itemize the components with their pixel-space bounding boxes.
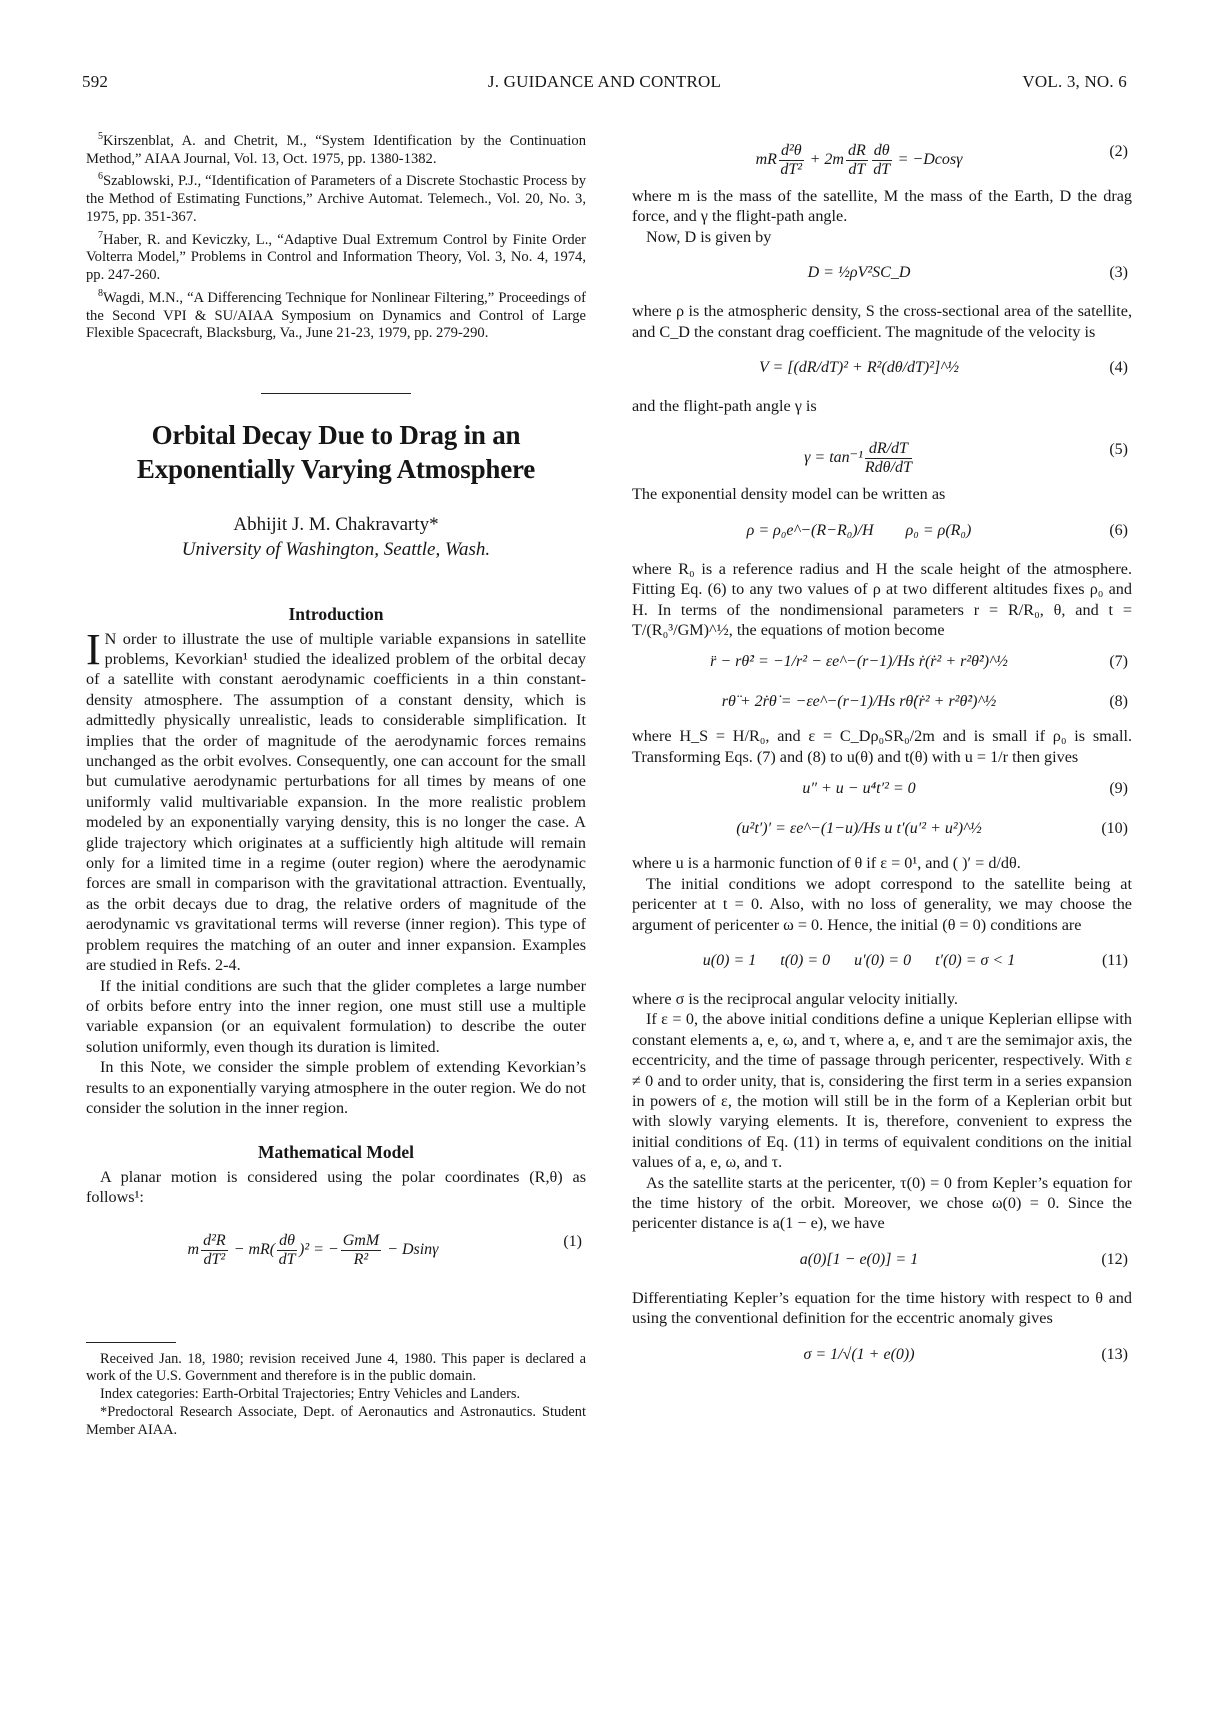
equation-6: ρ = ρ₀e^−(R−R₀)/H ρ₀ = ρ(R₀) (6) <box>746 521 1128 539</box>
reference-8: $^8$Wagdi, M.N., “A Differencing Technique for Nonlinear Filtering,” Proceedings of the Second VPI & SU/AIAA Symposium on Dynamics and Control of Large Flexible Spacecraft, Blacksburg, Va., June 21-23, 1979, pp. 279-290. <box>86 287 586 342</box>
paragraph-differentiating: Differentiating Kepler’s equation for the time history with respect to θ and using the conventional definition for the eccentric anomaly gives <box>632 1288 1132 1328</box>
left-column <box>86 128 586 1440</box>
equation-1: m $\frac{\text{d²R}}{\text{dT²}}$ − mR( $\frac{d\theta}{dT}$ )² = − $\frac{\text{GmM}}{\text{R²}}$ − Dsinγ (1) <box>187 1231 582 1268</box>
reference-7: $^7$Haber, R. and Keviczky, L., “Adaptive Dual Extremum Control by Finite Order Volterra Model,” Problems in Control and Information Theory, Vol. 3, No. 4, 1974, pp. 247-260. <box>86 229 586 284</box>
section-heading-model: Mathematical Model <box>258 1142 414 1163</box>
equation-13: σ = 1/√(1 + e(0)) (13) <box>803 1345 1128 1363</box>
journal-name: J. GUIDANCE AND CONTROL <box>487 72 722 91</box>
paragraph-flight-path: and the flight-path angle γ is <box>632 397 817 416</box>
running-header <box>82 72 1127 96</box>
paragraph-initial-conditions: The initial conditions we adopt correspond to the satellite being at pericenter at t = 0. Also, with no loss of generality, we may choose the argument of pericenter ω = 0. Hence, the initial (θ = 0) conditions are <box>632 874 1132 934</box>
page-number: 592 <box>82 72 109 91</box>
intro-paragraph-3: In this Note, we consider the simple problem of extending Kevorkian’s results to an exponentially varying atmosphere in the outer region. We do not consider the solution in the inner region. <box>86 1058 586 1117</box>
paragraph-exponential-model: The exponential density model can be written as <box>632 485 946 504</box>
intro-paragraph-2: If the initial conditions are such that the glider completes a large number of orbits before entry into the inner region, one must still use a multiple variable expansion (or an equivalent formulation) to describe the outer solution uniformly, even though its duration is limited. <box>86 976 586 1056</box>
reference-6: $^6$Szablowski, P.J., “Identification of Parameters of a Discrete Stochastic Process by the Method of Estimating Functions,” Archive Automat. Telemech., Vol. 20, No. 3, 1975, pp. 351-367. <box>86 171 586 225</box>
equation-3: D = ½ρV²SC_D (3) <box>807 264 1128 282</box>
equation-2: mR $\frac{\text{d²θ}}{\text{dT²}}$ + 2m $\frac{dR}{dT}$ $\frac{d\theta}{dT}$ = −Dcosγ (2) <box>755 142 1128 178</box>
equation-4: V = [(dR/dT)² + R²(dθ/dT)²]^½ (4) <box>758 359 1128 377</box>
equation-number: (1) <box>563 1232 582 1250</box>
paragraph-drag-intro: Now, D is given by <box>646 227 772 246</box>
article-separator <box>261 393 411 394</box>
footnote-received: Received Jan. 18, 1980; revision received June 4, 1980. This paper is declared a work of the U.S. Government and therefore is in the public domain. <box>86 1350 586 1385</box>
paragraph-transform: where H_S = H/R₀, and ε = C_Dρ₀SR₀/2m and is small if ρ₀ is small. Transforming Eqs. (7) and (8) to u(θ) and t(θ) with u = 1/r then gives <box>632 727 1132 766</box>
footnote-author: *Predoctoral Research Associate, Dept. of Aeronautics and Astronautics. Student Member AIAA. <box>86 1403 586 1438</box>
model-paragraph-1: A planar motion is considered using the polar coordinates (R,θ) as follows¹: <box>86 1167 586 1207</box>
volume-issue: VOL. 3, NO. 6 <box>1022 72 1127 91</box>
author-name: Abhijit J. M. Chakravarty* <box>233 514 439 536</box>
equation-7: r̈ − rθ̇² = −1/r² − εe^−(r−1)/Hs ṙ(ṙ² + r²θ̇²)^½ (7) <box>710 653 1128 671</box>
equation-9: u″ + u − u⁴t′² = 0 (9) <box>802 780 1128 798</box>
paragraph-mass: where m is the mass of the satellite, M the mass of the Earth, D the drag force, and γ the flight-path angle. <box>632 187 1132 226</box>
intro-paragraph-1: I N order to illustrate the use of multiple variable expansions in satellite problems, Kevorkian¹ studied the idealized problem of the orbital decay of a satellite with constant aerodynamic coefficients in a thin constant-density atmosphere. The assumption of a constant density, which is admittedly physically unrealistic, leads to considerable simplification. It implies that the order of magnitude of the aerodynamic forces remains unchanged as the orbit evolves. Consequently, one can account for the small but cumulative aerodynamic perturbations for all times by means of one uniformly valid multivariable expansion. In the more realistic problem modeled by an exponentially varying density, this is no longer the case. A glide trajectory which originates at a sufficiently high altitude will remain only for a limited time in a regime (outer region) where the aerodynamic forces are small in comparison with the gravitational attraction. Eventually, as the orbit decays due to drag, the relative orders of magnitude of the aerodynamic vs gravitational terms will reverse (inner region). This type of problem requires the matching of an outer and inner expansion. Examples are studied in Refs. 2-4. <box>86 624 586 975</box>
paragraph-sigma: where σ is the reciprocal angular velocity initially. <box>632 989 958 1008</box>
footnote-index-categories: Index categories: Earth-Orbital Trajectories; Entry Vehicles and Landers. <box>100 1386 521 1403</box>
right-column <box>632 118 1132 1383</box>
paragraph-density: where ρ is the atmospheric density, S the cross-sectional area of the satellite, and C_D the constant drag coefficient. The magnitude of the velocity is <box>632 302 1132 341</box>
equation-12: a(0)[1 − e(0)] = 1 (12) <box>799 1250 1128 1268</box>
paragraph-reference-radius: where R₀ is a reference radius and H the scale height of the atmosphere. Fitting Eq. (6) to any two values of ρ at two different altitudes fixes ρ₀ and H. In terms of the nondimensional parameters r = R/R₀, θ, and t = T/(R₀³/GM)^½, the equations of motion become <box>632 559 1132 640</box>
equation-5: γ = tan⁻¹ $\frac{dR/dT}{\text{Rdθ/dT}}$ (5) <box>804 440 1128 477</box>
equation-10: (u²t′)′ = εe^−(1−u)/Hs u t′(u′² + u²)^½ (10) <box>736 820 1128 838</box>
footnote-rule <box>86 1342 176 1343</box>
section-heading-introduction: Introduction <box>288 604 384 625</box>
drop-cap: I <box>86 624 101 674</box>
paragraph-keplerian: If ε = 0, the above initial conditions define a unique Keplerian ellipse with constant elements a, e, ω, and τ, where a, e, and τ are the semimajor axis, the eccentricity, and the time of passage through pericenter, respectively. With ε ≠ 0 and to order unity, that is, considering the first term in a series expansion in powers of ε, the motion will still be in the form of a Keplerian orbit but with slowly varying elements. It is, therefore, convenient to express the initial conditions of Eq. (11) in terms of equivalent conditions on the initial values of a, e, ω, and τ. <box>632 1010 1132 1172</box>
equation-8: rθ̈ + 2ṙθ̇ = −εe^−(r−1)/Hs rθ̇(ṙ² + r²θ̇²)^½ (8) <box>721 693 1128 711</box>
equation-number: (2) <box>1109 143 1128 160</box>
reference-5: $^5$Kirszenblat, A. and Chetrit, M., “System Identification by the Continuation Method,” AIAA Journal, Vol. 13, Oct. 1975, pp. 1380-1382. <box>86 131 586 167</box>
paragraph-pericenter: As the satellite starts at the pericenter, τ(0) = 0 from Kepler’s equation for the time history of the orbit. Moreover, we chose ω(0) = 0. Since the pericenter distance is a(1 − e), we have <box>632 1173 1132 1233</box>
author-affiliation: University of Washington, Seattle, Wash. <box>181 539 491 561</box>
article-title: Orbital Decay Due to Drag in an Exponentially Varying Atmosphere <box>136 420 536 485</box>
paragraph-harmonic: where u is a harmonic function of θ if ε = 0¹, and ( )′ = d/dθ. <box>632 854 1021 873</box>
equation-11: u(0) = 1 t(0) = 0 u′(0) = 0 t′(0) = σ < 1 (11) <box>702 951 1128 969</box>
